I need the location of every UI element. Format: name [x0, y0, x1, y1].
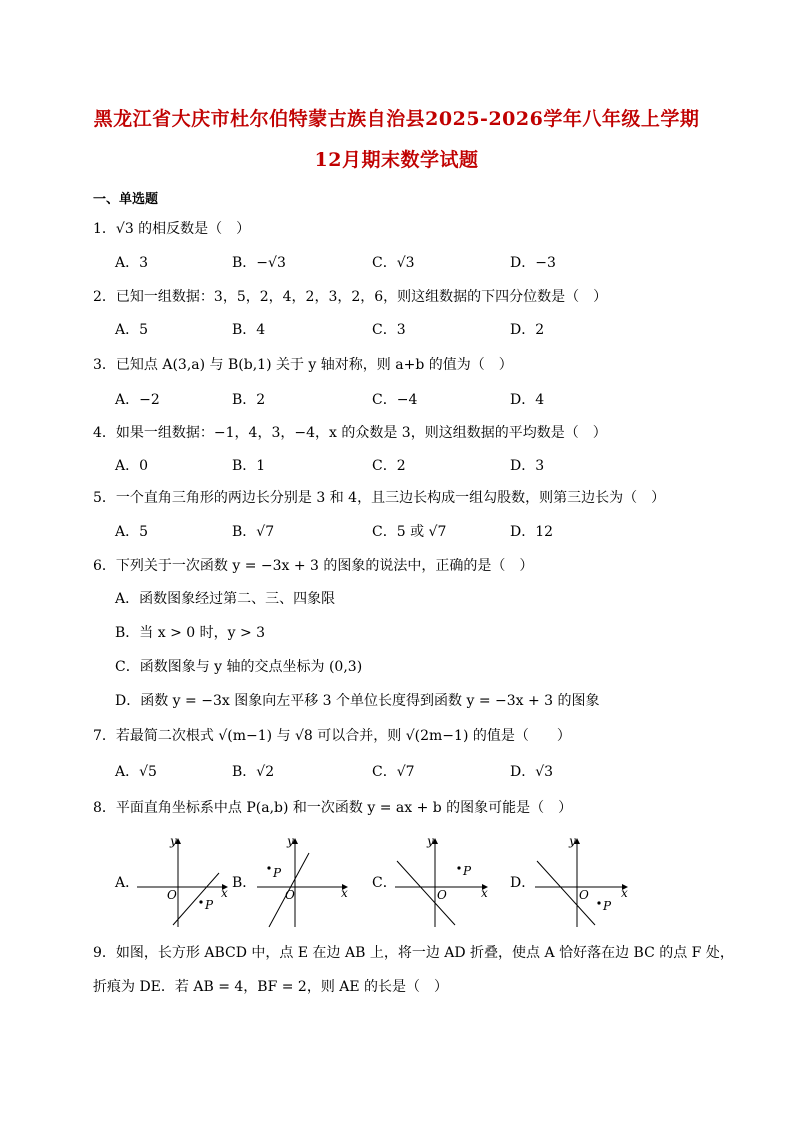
graph-c-y-label: y [427, 835, 434, 848]
q7-option-a: A．√5 [115, 764, 157, 780]
q6-option-a: A．函数图象经过第二、三、四象限 [115, 591, 336, 607]
graph-d-point-label: P [603, 899, 612, 913]
page-subtitle: 12月期末数学试题 [314, 149, 479, 171]
question-2-stem: 2．已知一组数据：3，5，2，4，2，3，2，6，则这组数据的下四分位数是（ ） [93, 289, 608, 305]
q2-option-d: D．2 [510, 322, 545, 338]
page-title: 黑龙江省大庆市杜尔伯特蒙古族自治县2025-2026学年八年级上学期 [93, 108, 700, 130]
q7-option-c: C．√7 [372, 764, 415, 780]
graph-c-x-label: x [481, 886, 488, 900]
question-5-stem: 5．一个直角三角形的两边长分别是 3 和 4，且三边长构成一组勾股数，则第三边长为（ ） [93, 490, 666, 506]
q4-option-d: D．3 [510, 458, 545, 474]
graph-a-origin-label: O [167, 888, 177, 902]
graph-a-y-label: y [170, 835, 177, 848]
q7-option-d: D．√3 [510, 764, 554, 780]
q3-option-a: A．−2 [115, 392, 160, 408]
graph-b [255, 835, 355, 930]
question-7-stem: 7．若最简二次根式 √(m−1) 与 √8 可以合并，则 √(2m−1) 的值是（ ） [93, 728, 571, 744]
question-1-stem: 1．√3 的相反数是（ ） [93, 221, 251, 237]
q8-option-a: A． [115, 875, 140, 891]
graph-b-point-label: P [273, 866, 282, 880]
q3-option-d: D．4 [510, 392, 545, 408]
q4-option-b: B．1 [232, 458, 266, 474]
q7-option-b: B．√2 [232, 764, 275, 780]
question-9-stem-line1: 9．如图，长方形 ABCD 中，点 E 在边 AB 上，将一边 AD 折叠，使点 A 恰好落在边 BC 的点 F 处， [93, 945, 734, 961]
question-4-stem: 4．如果一组数据：−1，4，3，−4，x 的众数是 3，则这组数据的平均数是（ ） [93, 425, 607, 441]
question-9-stem-line2: 折痕为 DE．若 AB = 4，BF = 2，则 AE 的长是（ ） [93, 979, 449, 995]
graph-a-point-label: P [205, 898, 214, 912]
q2-option-b: B．4 [232, 322, 266, 338]
q5-option-d: D．12 [510, 524, 554, 540]
q6-option-b: B．当 x > 0 时，y > 3 [115, 625, 266, 641]
q4-option-a: A．0 [115, 458, 149, 474]
graph-c-point-label: P [463, 864, 472, 878]
q3-option-b: B．2 [232, 392, 266, 408]
q2-option-c: C．3 [372, 322, 406, 338]
graph-c [393, 835, 493, 930]
q8-option-b: B． [232, 875, 257, 891]
graph-d-y-label: y [569, 835, 576, 848]
q1-option-c: C．√3 [372, 255, 415, 271]
q8-option-c: C． [372, 875, 397, 891]
q2-option-a: A．5 [115, 322, 149, 338]
question-8-stem: 8．平面直角坐标系中点 P(a,b) 和一次函数 y = ax + b 的图象可能是（ ） [93, 800, 573, 816]
question-6-stem: 6．下列关于一次函数 y = −3x + 3 的图象的说法中，正确的是（ ） [93, 558, 534, 574]
graph-a-x-label: x [221, 886, 228, 900]
q3-option-c: C．−4 [372, 392, 418, 408]
graph-b-origin-label: O [285, 888, 295, 902]
graph-b-y-label: y [287, 835, 294, 848]
q4-option-c: C．2 [372, 458, 406, 474]
q5-option-a: A．5 [115, 524, 149, 540]
q8-option-d: D． [510, 875, 536, 891]
graph-d [533, 835, 633, 930]
graph-b-x-label: x [341, 886, 348, 900]
graph-d-x-label: x [621, 886, 628, 900]
graph-a [135, 835, 235, 930]
q1-option-d: D．−3 [510, 255, 556, 271]
section-heading: 一、单选题 [93, 192, 159, 207]
question-3-stem: 3．已知点 A(3,a) 与 B(b,1) 关于 y 轴对称，则 a+b 的值为（ ） [93, 357, 513, 373]
q1-option-a: A．3 [115, 255, 149, 271]
q5-option-c: C．5 或 √7 [372, 524, 447, 540]
q1-option-b: B．−√3 [232, 255, 286, 271]
q5-option-b: B．√7 [232, 524, 275, 540]
q6-option-c: C．函数图象与 y 轴的交点坐标为 (0,3) [115, 659, 363, 675]
graph-d-origin-label: O [579, 888, 589, 902]
q6-option-d: D．函数 y = −3x 图象向左平移 3 个单位长度得到函数 y = −3x + 3 的图象 [115, 693, 600, 709]
graph-c-origin-label: O [437, 888, 447, 902]
